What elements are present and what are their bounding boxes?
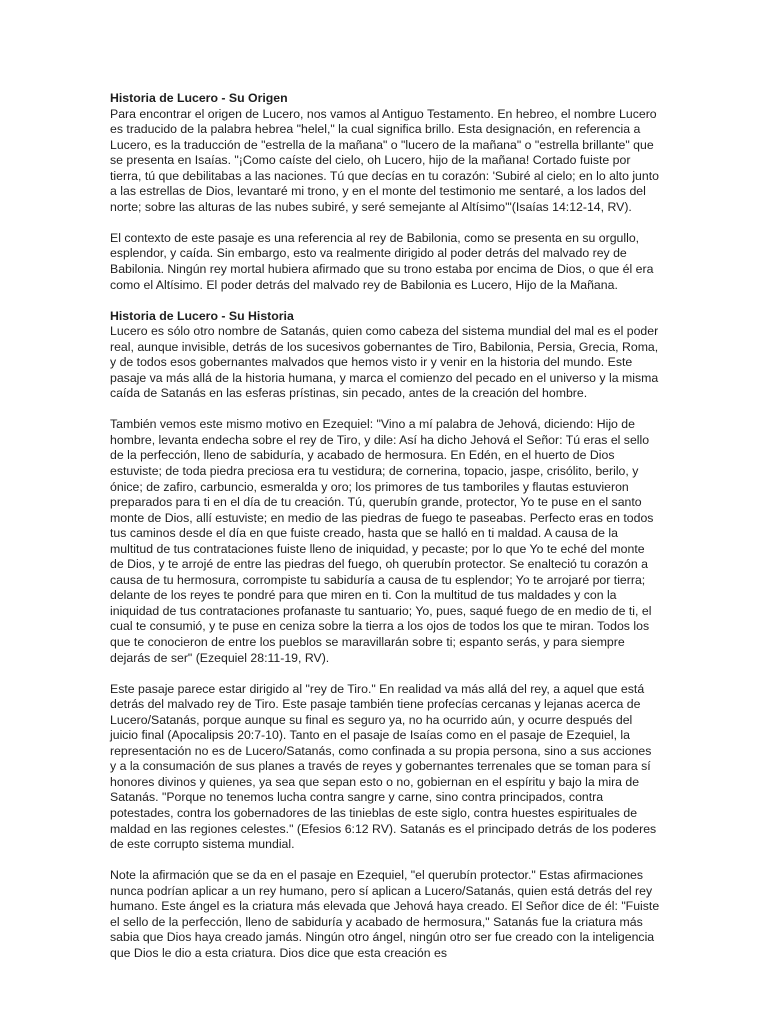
section-origen — [110, 91, 660, 293]
section-historia — [110, 309, 660, 962]
paragraph: También vemos este mismo motivo en Ezequiel: "Vino a mí palabra de Jehová, diciendo: Hijo de hombre, levanta endecha sobre el rey de Tiro, y dile: Así ha dicho Jehová el Señor: Tú eras el sello de la perfección, lleno de sabiduría, y acabado de hermosura. En Edén, en el huerto de Dios estuviste; de toda piedra preciosa era tu vestidura; de cornerina, topacio, jaspe, crisólito, berilo, y ónice; de zafiro, carbuncio, esmeralda y oro; los primores de tus tamboriles y flautas estuvieron preparados para ti en el día de tu creación. Tú, querubín grande, protector, Yo te puse en el santo monte de Dios, allí estuviste; en medio de las piedras de fuego te paseabas. Perfecto eras en todos tus caminos desde el día en que fuiste creado, hasta que se halló en ti maldad. A causa de la multitud de tus contrataciones fuiste lleno de iniquidad, y pecaste; por lo que Yo te eché del monte de Dios, y te arrojé de entre las piedras del fuego, oh querubín protector. Se enalteció tu corazón a causa de tu hermosura, corrompiste tu sabiduría a causa de tu esplendor; Yo te arrojaré por tierra; delante de los reyes te pondré para que miren en ti. Con la multitud de tus maldades y con la iniquidad de tus contrataciones profanaste tu santuario; Yo, pues, saqué fuego de en medio de ti, el cual te consumió, y te puse en ceniza sobre la tierra a los ojos de todos los que te miran. Todos los que te conocieron de entre los pueblos se maravillarán sobre ti; espanto serás, y para siempre dejarás de ser" (Ezequiel 28:11-19, RV). — [110, 417, 654, 665]
section-heading: Historia de Lucero - Su Origen — [110, 91, 288, 105]
paragraph: Para encontrar el origen de Lucero, nos vamos al Antiguo Testamento. En hebreo, el nombre Lucero es traducido de la palabra hebrea "helel," la cual significa brillo. Esta designación, en referencia a Lucero, es la traducción de "estrella de la mañana" o "lucero de la mañana" o "estrella brillante" que se presenta en Isaías. "¡Como caíste del cielo, oh Lucero, hijo de la mañana! Cortado fuiste por tierra, tú que debilitabas a las naciones. Tú que decías en tu corazón: 'Subiré al cielo; en lo alto junto a las estrellas de Dios, levantaré mi trono, y en el monte del testimonio me sentaré, a los lados del norte; sobre las alturas de las nubes subiré, y seré semejante al Altísimo'"(Isaías 14:12-14, RV). — [110, 106, 659, 214]
paragraph: Este pasaje parece estar dirigido al "rey de Tiro." En realidad va más allá del rey, a aquel que está detrás del malvado rey de Tiro. Este pasaje también tiene profecías cercanas y lejanas acerca de Lucero/Satanás, porque aunque su final es seguro ya, no ha ocurrido aún, y ocurre después del juicio final (Apocalipsis 20:7-10). Tanto en el pasaje de Isaías como en el pasaje de Ezequiel, la representación no es de Lucero/Satanás, como confinada a su propia persona, sino a sus acciones y a la consumación de sus planes a través de reyes y gobernantes terrenales que se toman para sí honores divinos y quienes, ya sea que sepan esto o no, gobiernan en el espíritu y bajo la mira de Satanás. "Porque no tenemos lucha contra sangre y carne, sino contra principados, contra potestades, contra los gobernadores de las tinieblas de este siglo, contra huestes espirituales de maldad en las regiones celestes." (Efesios 6:12 RV). Satanás es el principado detrás de los poderes de este corrupto sistema mundial. — [110, 681, 657, 852]
paragraph: Note la afirmación que se da en el pasaje en Ezequiel, "el querubín protector." Estas afirmaciones nunca podrían aplicar a un rey humano, pero sí aplican a Lucero/Satanás, quien está detrás del rey humano. Este ángel es la criatura más elevada que Jehová haya creado. El Señor dice de él: "Fuiste el sello de la perfección, lleno de sabiduría y acabado de hermosura," Satanás fue la criatura más sabia que Dios haya creado jamás. Ningún otro ángel, ningún otro ser fue creado con la inteligencia que Dios le dio a esta criatura. Dios dice que esta creación es — [110, 868, 660, 960]
section-heading: Historia de Lucero - Su Historia — [110, 308, 294, 323]
paragraph: Lucero es sólo otro nombre de Satanás, quien como cabeza del sistema mundial del mal es el poder real, aunque invisible, detrás de los sucesivos gobernantes de Tiro, Babilonia, Persia, Grecia, Roma, y de todos esos gobernantes malvados que hemos visto ir y venir en la historia del mundo. Este pasaje va más allá de la historia humana, y marca el comienzo del pecado en el universo y la misma caída de Satanás en las esferas prístinas, sin pecado, antes de la creación del hombre. — [110, 324, 659, 401]
paragraph: El contexto de este pasaje es una referencia al rey de Babilonia, como se presenta en su orgullo, esplendor, y caída. Sin embargo, esto va realmente dirigido al poder detrás del malvado rey de Babilonia. Ningún rey mortal hubiera afirmado que su trono estaba por encima de Dios, o que él era como el Altísimo. El poder detrás del malvado rey de Babilonia es Lucero, Hijo de la Mañana. — [110, 230, 654, 292]
document-body — [110, 91, 660, 977]
